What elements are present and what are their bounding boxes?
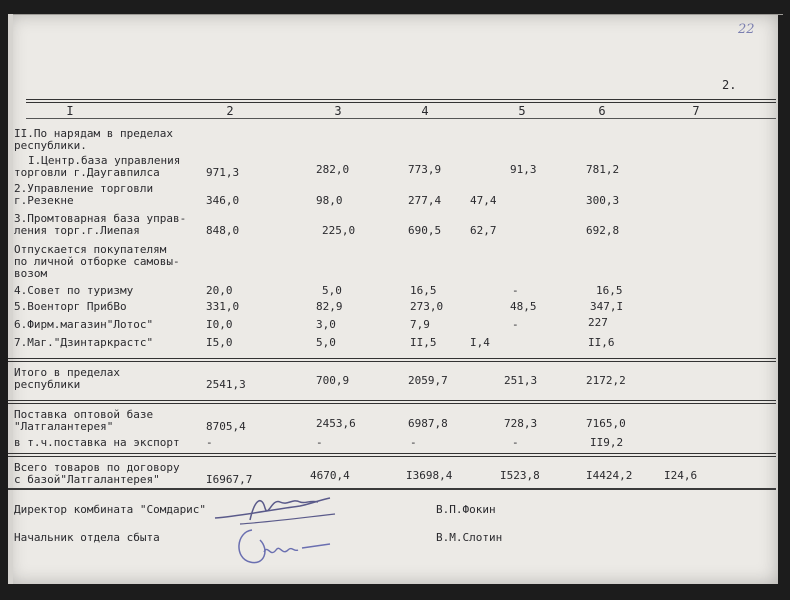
table-cell: 277,4 bbox=[408, 194, 442, 207]
table-cell: 5,0 bbox=[322, 284, 342, 297]
row-label: г.Резекне bbox=[14, 194, 74, 207]
column-header-4: 4 bbox=[421, 104, 429, 118]
column-header-2: 2 bbox=[226, 104, 234, 118]
row-label: по личной отборке самовы- bbox=[14, 255, 180, 268]
table-bottom-rule bbox=[8, 488, 776, 490]
table-cell: 690,5 bbox=[408, 224, 442, 237]
row-label: ления торг.г.Лиепая bbox=[14, 224, 140, 237]
table-cell: 848,0 bbox=[206, 224, 240, 237]
section-rule bbox=[8, 358, 776, 362]
row-label: 3.Промтоварная база управ- bbox=[14, 212, 187, 225]
row-label: I.Центр.база управления bbox=[28, 154, 181, 167]
table-cell: I5,0 bbox=[206, 336, 233, 349]
table-cell: I,4 bbox=[470, 336, 490, 349]
column-header-5: 5 bbox=[518, 104, 526, 118]
table-cell: 331,0 bbox=[206, 300, 240, 313]
table-cell: 700,9 bbox=[316, 374, 350, 387]
row-label: 5.Военторг ПрибВо bbox=[14, 300, 127, 313]
signature-name-sales-head: В.М.Слотин bbox=[436, 531, 503, 544]
table-cell: 16,5 bbox=[410, 284, 437, 297]
row-label: 6.Фирм.магазин"Лотос" bbox=[14, 318, 154, 331]
table-cell: 282,0 bbox=[316, 163, 350, 176]
row-label: Поставка оптовой базе bbox=[14, 408, 154, 421]
table-cell: 7165,0 bbox=[586, 417, 626, 430]
table-cell: 6987,8 bbox=[408, 417, 448, 430]
row-label: с базой"Латгалантерея" bbox=[14, 473, 160, 486]
table-cell: 728,3 bbox=[504, 417, 538, 430]
table-cell: 98,0 bbox=[316, 194, 343, 207]
table-cell: - bbox=[410, 436, 417, 449]
table-cell: 2453,6 bbox=[316, 417, 356, 430]
row-label: 4.Совет по туризму bbox=[14, 284, 134, 297]
table-cell: - bbox=[512, 436, 519, 449]
table-cell: 773,9 bbox=[408, 163, 442, 176]
table-cell: - bbox=[512, 318, 519, 331]
table-cell: 91,3 bbox=[510, 163, 537, 176]
signature-role-director: Директор комбината "Сомдарис" bbox=[14, 503, 207, 516]
section-rule bbox=[8, 400, 776, 404]
row-label: 7.Маг."Дзинтаркрастс" bbox=[14, 336, 154, 349]
signature-role-sales-head: Начальник отдела сбыта bbox=[14, 531, 160, 544]
table-cell: I6967,7 bbox=[206, 473, 253, 486]
table-cell: 273,0 bbox=[410, 300, 444, 313]
table-cell: 971,3 bbox=[206, 166, 240, 179]
row-label: республики. bbox=[14, 139, 87, 152]
row-label: республики bbox=[14, 378, 81, 391]
table-cell: - bbox=[206, 436, 213, 449]
column-header-3: 3 bbox=[334, 104, 342, 118]
table-cell: 82,9 bbox=[316, 300, 343, 313]
table-cell: I3698,4 bbox=[406, 469, 453, 482]
table-cell: II9,2 bbox=[590, 436, 624, 449]
section-rule bbox=[8, 453, 776, 457]
table-cell: 2059,7 bbox=[408, 374, 448, 387]
row-label: Итого в пределах bbox=[14, 366, 120, 379]
header-bottom-rule bbox=[26, 118, 776, 119]
table-cell: I24,6 bbox=[664, 469, 698, 482]
page-corner-note: 22 bbox=[738, 22, 755, 37]
column-header-1: I bbox=[66, 104, 74, 118]
table-cell: I0,0 bbox=[206, 318, 233, 331]
table-cell: 3,0 bbox=[316, 318, 336, 331]
table-cell: - bbox=[316, 436, 323, 449]
row-label: Отпускается покупателям bbox=[14, 243, 167, 256]
row-label: Всего товаров по договору bbox=[14, 461, 180, 474]
table-cell: 48,5 bbox=[510, 300, 537, 313]
table-cell: 227 bbox=[588, 316, 608, 329]
table-cell: 4670,4 bbox=[310, 469, 350, 482]
row-label: II.По нарядам в пределах bbox=[14, 127, 173, 140]
table-cell: 7,9 bbox=[410, 318, 430, 331]
table-cell: II,6 bbox=[588, 336, 615, 349]
table-cell: 2172,2 bbox=[586, 374, 626, 387]
table-cell: I523,8 bbox=[500, 469, 540, 482]
row-label: "Латгалантерея" bbox=[14, 420, 114, 433]
binding-edge bbox=[8, 14, 13, 584]
table-cell: 5,0 bbox=[316, 336, 336, 349]
table-cell: 346,0 bbox=[206, 194, 240, 207]
sheet-top-edge bbox=[13, 14, 783, 15]
table-cell: II,5 bbox=[410, 336, 437, 349]
signature-name-director: В.П.Фокин bbox=[436, 503, 496, 516]
table-cell: 347,I bbox=[590, 300, 624, 313]
row-label: возом bbox=[14, 267, 48, 280]
column-header-6: 6 bbox=[598, 104, 606, 118]
table-cell: 300,3 bbox=[586, 194, 620, 207]
table-cell: I4424,2 bbox=[586, 469, 633, 482]
table-cell: 251,3 bbox=[504, 374, 538, 387]
table-cell: 47,4 bbox=[470, 194, 497, 207]
table-cell: 20,0 bbox=[206, 284, 233, 297]
header-top-rule bbox=[26, 99, 776, 103]
table-cell: - bbox=[512, 284, 519, 297]
row-label: 2.Управление торговли bbox=[14, 182, 154, 195]
table-cell: 8705,4 bbox=[206, 420, 246, 433]
row-label: в т.ч.поставка на экспорт bbox=[14, 436, 180, 449]
column-header-7: 7 bbox=[692, 104, 700, 118]
table-cell: 692,8 bbox=[586, 224, 620, 237]
sales-head-signature-graphic bbox=[230, 522, 340, 572]
table-cell: 62,7 bbox=[470, 224, 497, 237]
table-cell: 2541,3 bbox=[206, 378, 246, 391]
table-cell: 225,0 bbox=[322, 224, 356, 237]
table-cell: 781,2 bbox=[586, 163, 620, 176]
page-number: 2. bbox=[722, 78, 737, 92]
table-cell: 16,5 bbox=[596, 284, 623, 297]
row-label: торговли г.Даугавпилса bbox=[14, 166, 160, 179]
